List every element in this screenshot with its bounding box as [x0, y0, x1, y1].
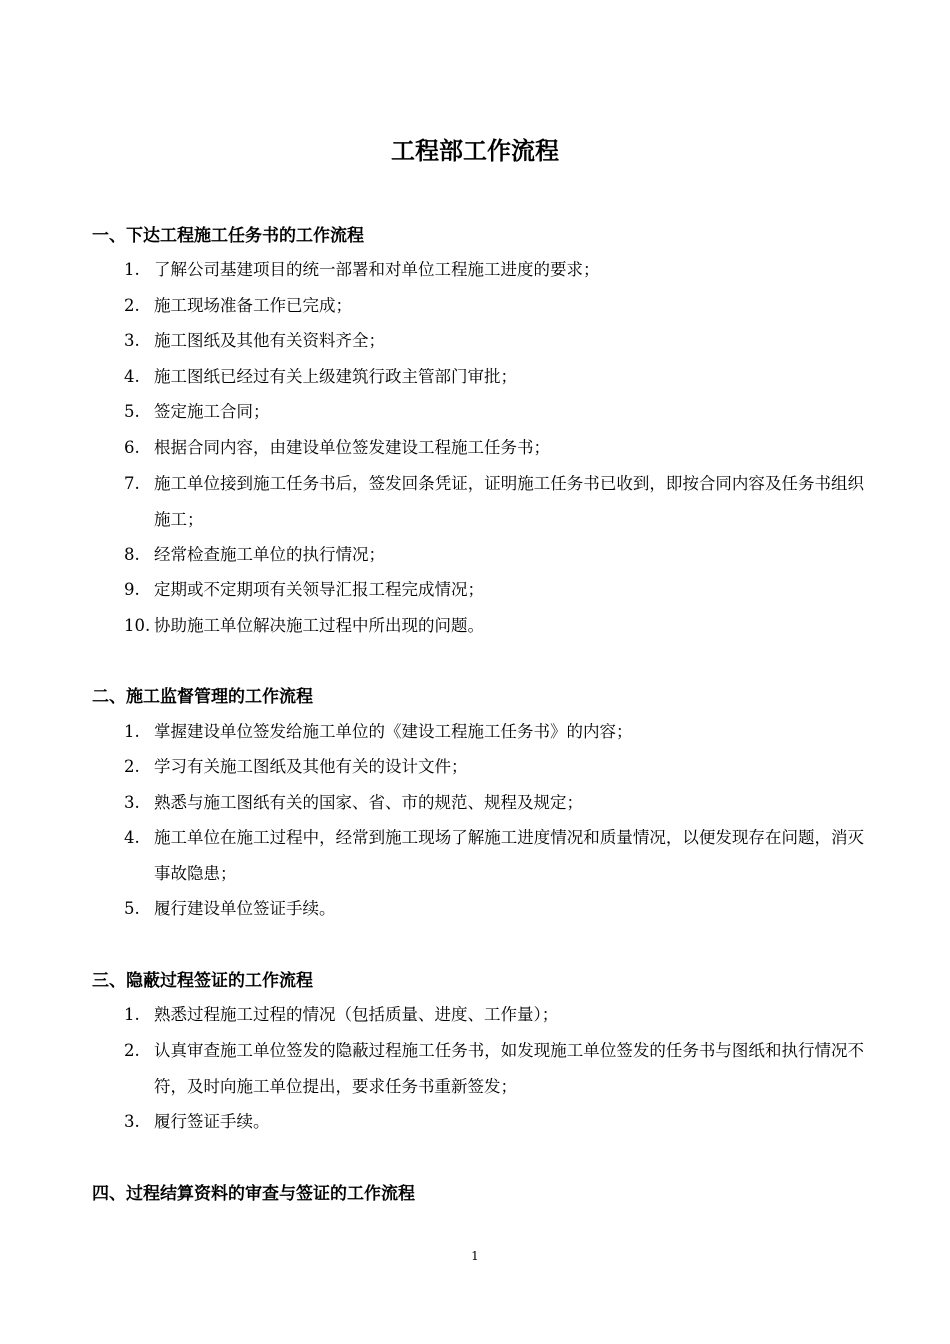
list-item	[124, 785, 864, 821]
list-item	[124, 572, 864, 608]
list-item	[124, 608, 864, 644]
list-item	[124, 466, 864, 538]
list-item-number: 2.	[124, 1041, 140, 1060]
list-item-number: 4.	[124, 367, 140, 386]
list-item-text: 履行签证手续。	[154, 1112, 270, 1131]
list-item-text: 履行建设单位签证手续。	[154, 899, 336, 918]
list-item	[124, 537, 864, 573]
list-item	[124, 714, 864, 750]
list-item	[124, 359, 864, 395]
list-item	[124, 394, 864, 430]
section-heading-1: 一、下达工程施工任务书的工作流程	[92, 226, 364, 246]
list-item	[124, 430, 864, 466]
list-item-text: 掌握建设单位签发给施工单位的《建设工程施工任务书》的内容；	[154, 722, 633, 741]
document-title: 工程部工作流程	[391, 137, 559, 165]
list-item-number: 1.	[124, 722, 140, 741]
list-item-text: 了解公司基建项目的统一部署和对单位工程施工进度的要求；	[154, 260, 600, 279]
list-item	[124, 252, 864, 288]
list-item	[124, 323, 864, 359]
page-number: 1	[471, 1249, 479, 1263]
list-item-text: 熟悉过程施工过程的情况（包括质量、进度、工作量）；	[154, 1005, 559, 1024]
list-item-text: 学习有关施工图纸及其他有关的设计文件；	[154, 757, 468, 776]
list-item-number: 8.	[124, 545, 140, 564]
list-item-text: 经常检查施工单位的执行情况；	[154, 545, 385, 564]
list-item-number: 3.	[124, 793, 140, 812]
list-item-number: 10.	[124, 616, 151, 635]
list-item-text: 熟悉与施工图纸有关的国家、省、市的规范、规程及规定；	[154, 793, 583, 812]
list-item	[124, 1033, 864, 1105]
list-item-number: 6.	[124, 438, 140, 457]
list-item-number: 7.	[124, 474, 140, 493]
list-item-number: 3.	[124, 1112, 140, 1131]
list-item-text: 根据合同内容，由建设单位签发建设工程施工任务书；	[154, 438, 550, 457]
list-item-text: 施工单位接到施工任务书后，签发回条凭证，证明施工任务书已收到，即按合同内容及任务书组织施工；	[154, 474, 864, 529]
list-item	[124, 820, 864, 892]
list-item-number: 5.	[124, 899, 140, 918]
list-item-number: 3.	[124, 331, 140, 350]
list-item	[124, 288, 864, 324]
list-item-number: 2.	[124, 757, 140, 776]
list-item-number: 5.	[124, 402, 140, 421]
list-item-text: 定期或不定期项有关领导汇报工程完成情况；	[154, 580, 484, 599]
list-item	[124, 997, 864, 1033]
section-heading-3: 三、隐蔽过程签证的工作流程	[92, 971, 313, 991]
list-item-text: 施工单位在施工过程中，经常到施工现场了解施工进度情况和质量情况，以便发现存在问题，消灭事故隐患；	[154, 828, 864, 883]
list-item-number: 9.	[124, 580, 140, 599]
list-item-text: 签定施工合同；	[154, 402, 270, 421]
section-heading-4: 四、过程结算资料的审查与签证的工作流程	[92, 1184, 415, 1204]
list-item-number: 2.	[124, 296, 140, 315]
list-item-number: 1.	[124, 260, 140, 279]
section-heading-2: 二、施工监督管理的工作流程	[92, 687, 313, 707]
list-item-text: 施工图纸及其他有关资料齐全；	[154, 331, 385, 350]
list-item-text: 施工图纸已经过有关上级建筑行政主管部门审批；	[154, 367, 517, 386]
list-item-number: 4.	[124, 828, 140, 847]
list-item	[124, 749, 864, 785]
list-item-text: 认真审查施工单位签发的隐蔽过程施工任务书，如发现施工单位签发的任务书与图纸和执行情况不符，及时向施工单位提出，要求任务书重新签发；	[154, 1041, 864, 1096]
list-item-number: 1.	[124, 1005, 140, 1024]
list-item-text: 协助施工单位解决施工过程中所出现的问题。	[154, 616, 484, 635]
list-item	[124, 891, 864, 927]
list-item	[124, 1104, 864, 1140]
list-item-text: 施工现场准备工作已完成；	[154, 296, 352, 315]
